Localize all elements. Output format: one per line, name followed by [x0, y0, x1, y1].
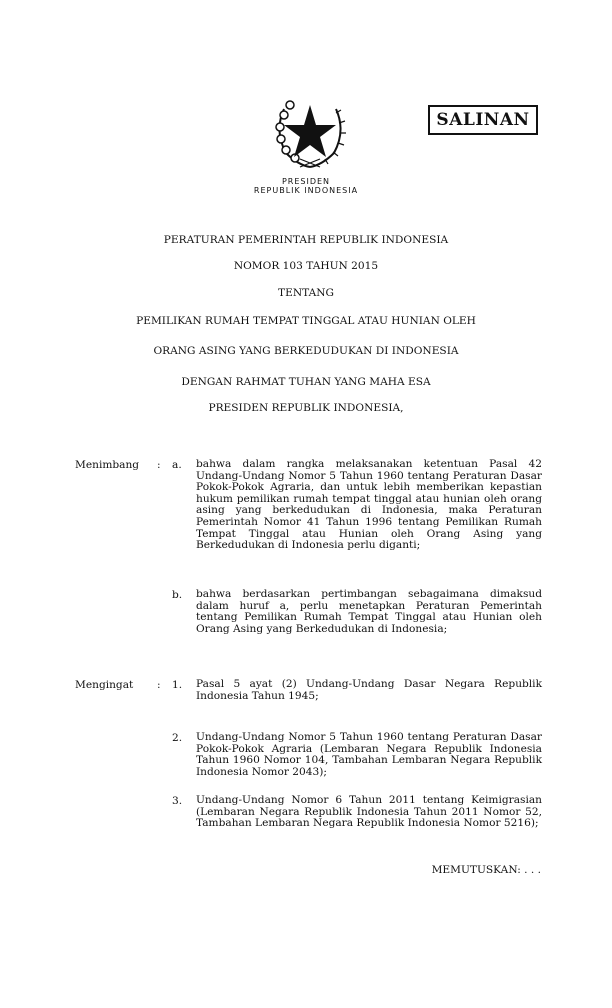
mengingat-item-1: Pasal 5 ayat (2) Undang-Undang Dasar Negara Republik Indonesia Tahun 1945;	[196, 678, 542, 702]
item-marker: 2.	[172, 732, 183, 744]
regulation-title: PERATURAN PEMERINTAH REPUBLIK INDONESIA	[163, 234, 449, 246]
item-marker: b.	[172, 589, 183, 601]
menimbang-colon: :	[157, 459, 161, 471]
item-marker: 3.	[172, 795, 183, 807]
preamble-president: PRESIDEN REPUBLIK INDONESIA,	[208, 402, 404, 414]
regulation-subject-2: ORANG ASING YANG BERKEDUDUKAN DI INDONESIA	[153, 345, 459, 357]
regulation-subject-1: PEMILIKAN RUMAH TEMPAT TINGGAL ATAU HUNIAN OLEH	[136, 315, 476, 327]
tentang-heading: TENTANG	[278, 287, 334, 299]
salinan-stamp: SALINAN	[428, 105, 538, 135]
item-marker: 1.	[172, 679, 183, 691]
regulation-number: NOMOR 103 TAHUN 2015	[233, 260, 379, 272]
mengingat-item-2: Undang-Undang Nomor 5 Tahun 1960 tentang Peraturan Dasar Pokok-Pokok Agraria (Lembaran Negara Republik Indonesia Tahun 1960 Nomor 104, Tambahan Lembaran Negara Republik Indonesia Nomor 2043);	[196, 731, 542, 778]
menimbang-item-a: bahwa dalam rangka melaksanakan ketentuan Pasal 42 Undang-Undang Nomor 5 Tahun 1960 tentang Peraturan Dasar Pokok-Pokok Agraria, dan untuk lebih memberikan kepastian hukum pemilikan rumah tempat tinggal atau hunian oleh orang asing yang berkedudukan di Indonesia, maka Peraturan Pemerintah Nomor 41 Tahun 1996 tentang Pemilikan Rumah Tempat Tinggal atau Hunian oleh Orang Asing yang Berkedudukan di Indonesia perlu diganti;	[196, 458, 542, 552]
emblem-caption-presiden: PRESIDEN	[281, 177, 331, 186]
menimbang-label: Menimbang	[75, 459, 140, 471]
mengingat-colon: :	[157, 679, 161, 691]
mengingat-label: Mengingat	[75, 679, 134, 691]
garuda-emblem-star-icon	[270, 91, 350, 171]
continuation-marker: MEMUTUSKAN: . . .	[431, 864, 541, 876]
preamble-blessing: DENGAN RAHMAT TUHAN YANG MAHA ESA	[181, 376, 431, 388]
emblem-caption-republik: REPUBLIK INDONESIA	[253, 186, 359, 195]
item-marker: a.	[172, 459, 182, 471]
mengingat-item-3: Undang-Undang Nomor 6 Tahun 2011 tentang Keimigrasian (Lembaran Negara Republik Indonesia Tahun 2011 Nomor 52, Tambahan Lembaran Negara Republik Indonesia Nomor 5216);	[196, 794, 542, 830]
menimbang-item-b: bahwa berdasarkan pertimbangan sebagaimana dimaksud dalam huruf a, perlu menetapkan Peraturan Pemerintah tentang Pemilikan Rumah Tempat Tinggal atau Hunian oleh Orang Asing yang Berkedudukan di Indonesia;	[196, 588, 542, 635]
